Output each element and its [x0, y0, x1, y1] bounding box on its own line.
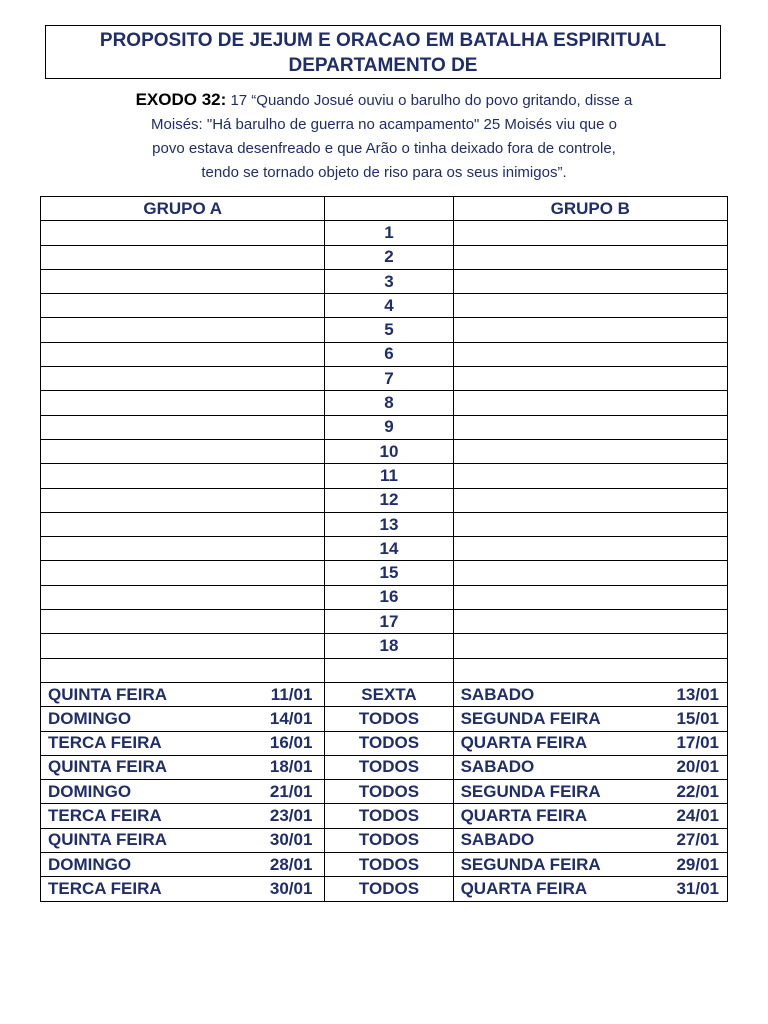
verse-block — [104, 88, 664, 185]
group-a-schedule — [41, 780, 325, 804]
group-b-cell — [453, 367, 727, 391]
group-a-date: 23/01 — [269, 806, 313, 826]
group-a-cell — [41, 221, 325, 245]
group-a-day: DOMINGO — [48, 708, 132, 728]
group-a-date: 21/01 — [269, 781, 313, 801]
group-b-day: SABADO — [460, 684, 535, 704]
group-b-date: 17/01 — [676, 733, 719, 753]
row-number: 15 — [325, 561, 453, 585]
row-number: 11 — [325, 464, 453, 488]
group-a-cell — [41, 342, 325, 366]
middle-label: TODOS — [325, 828, 453, 852]
group-a-cell — [41, 464, 325, 488]
middle-label: TODOS — [325, 780, 453, 804]
table-row — [41, 391, 728, 415]
schedule-row — [41, 853, 728, 877]
schedule-row — [41, 707, 728, 731]
row-number: 10 — [325, 439, 453, 463]
table-row — [41, 245, 728, 269]
group-a-cell — [41, 415, 325, 439]
row-number: 17 — [325, 610, 453, 634]
group-b-cell — [453, 488, 727, 512]
middle-label: SEXTA — [325, 682, 453, 706]
group-a-schedule — [41, 755, 325, 779]
empty-cell — [41, 658, 325, 682]
row-number: 1 — [325, 221, 453, 245]
schedule-row — [41, 731, 728, 755]
group-a-cell — [41, 294, 325, 318]
group-a-cell — [41, 391, 325, 415]
group-a-schedule — [41, 877, 325, 901]
table-row — [41, 318, 728, 342]
schedule-row — [41, 755, 728, 779]
group-a-date: 11/01 — [270, 684, 313, 704]
schedule-table — [40, 196, 728, 902]
group-b-cell — [453, 610, 727, 634]
group-b-schedule — [453, 682, 727, 706]
middle-label: TODOS — [325, 853, 453, 877]
page-title: PROPOSITO DE JEJUM E ORACAO EM BATALHA ESPIRITUAL — [99, 30, 667, 51]
row-number: 16 — [325, 585, 453, 609]
table-row-empty — [41, 658, 728, 682]
group-b-cell — [453, 585, 727, 609]
schedule-row — [41, 682, 728, 706]
group-b-day: SEGUNDA FEIRA — [460, 854, 601, 874]
group-a-schedule — [41, 828, 325, 852]
table-row — [41, 610, 728, 634]
table-row — [41, 634, 728, 658]
table-row — [41, 367, 728, 391]
header-group-a: GRUPO A — [41, 197, 325, 221]
group-b-day: SABADO — [460, 757, 535, 777]
group-b-schedule — [453, 804, 727, 828]
group-a-cell — [41, 245, 325, 269]
group-b-cell — [453, 415, 727, 439]
group-a-day: QUINTA FEIRA — [48, 684, 167, 704]
group-b-date: 24/01 — [676, 806, 719, 826]
group-a-date: 14/01 — [269, 708, 313, 728]
group-b-cell — [453, 269, 727, 293]
table-row — [41, 488, 728, 512]
group-b-cell — [453, 634, 727, 658]
group-b-day: SEGUNDA FEIRA — [460, 781, 601, 801]
schedule-row — [41, 877, 728, 901]
group-a-schedule — [41, 682, 325, 706]
middle-label: TODOS — [325, 877, 453, 901]
table-row — [41, 221, 728, 245]
group-b-date: 15/01 — [676, 708, 719, 728]
group-a-day: TERCA FEIRA — [48, 878, 162, 898]
group-b-cell — [453, 318, 727, 342]
group-a-date: 16/01 — [269, 733, 313, 753]
header-group-b: GRUPO B — [453, 197, 727, 221]
row-number: 2 — [325, 245, 453, 269]
table-row — [41, 439, 728, 463]
group-a-cell — [41, 318, 325, 342]
group-b-schedule — [453, 707, 727, 731]
row-number: 12 — [325, 488, 453, 512]
group-b-day: QUARTA FEIRA — [460, 806, 588, 826]
group-a-cell — [41, 269, 325, 293]
table-row — [41, 294, 728, 318]
group-a-cell — [41, 512, 325, 536]
group-b-date: 13/01 — [676, 684, 719, 704]
group-a-schedule — [41, 731, 325, 755]
verse-line-3: povo estava desenfreado e que Arão o tinha deixado fora de controle, — [152, 140, 616, 157]
schedule-row — [41, 804, 728, 828]
group-b-date: 20/01 — [676, 757, 719, 777]
row-number: 8 — [325, 391, 453, 415]
group-b-date: 27/01 — [676, 830, 719, 850]
group-b-schedule — [453, 755, 727, 779]
middle-label: TODOS — [325, 707, 453, 731]
group-b-cell — [453, 245, 727, 269]
table-row — [41, 464, 728, 488]
group-b-cell — [453, 512, 727, 536]
group-b-cell — [453, 391, 727, 415]
group-a-cell — [41, 585, 325, 609]
group-a-schedule — [41, 853, 325, 877]
title-box — [45, 25, 721, 79]
header-row — [41, 197, 728, 221]
group-a-cell — [41, 439, 325, 463]
page-subtitle: DEPARTAMENTO DE — [288, 55, 478, 76]
middle-label: TODOS — [325, 755, 453, 779]
group-a-cell — [41, 367, 325, 391]
table-row — [41, 269, 728, 293]
header-middle — [325, 197, 453, 221]
group-b-schedule — [453, 828, 727, 852]
group-a-cell — [41, 488, 325, 512]
group-a-schedule — [41, 707, 325, 731]
group-b-day: SABADO — [460, 830, 535, 850]
group-b-cell — [453, 342, 727, 366]
group-a-day: DOMINGO — [48, 781, 132, 801]
group-a-cell — [41, 634, 325, 658]
group-a-cell — [41, 610, 325, 634]
row-number: 5 — [325, 318, 453, 342]
group-b-schedule — [453, 780, 727, 804]
group-a-day: DOMINGO — [48, 854, 132, 874]
row-number: 7 — [325, 367, 453, 391]
group-a-date: 30/01 — [269, 830, 313, 850]
row-number: 4 — [325, 294, 453, 318]
row-number: 14 — [325, 537, 453, 561]
row-number: 3 — [325, 269, 453, 293]
group-a-day: QUINTA FEIRA — [48, 830, 167, 850]
group-a-date: 28/01 — [269, 854, 313, 874]
group-b-day: SEGUNDA FEIRA — [460, 708, 601, 728]
table-row — [41, 342, 728, 366]
group-a-date: 18/01 — [269, 757, 313, 777]
verse-reference: EXODO 32: — [135, 90, 227, 109]
middle-label: TODOS — [325, 731, 453, 755]
verse-line-2: Moisés: "Há barulho de guerra no acampamento" 25 Moisés viu que o — [151, 116, 617, 133]
group-b-cell — [453, 464, 727, 488]
table-row — [41, 415, 728, 439]
group-b-date: 31/01 — [676, 878, 719, 898]
table-row — [41, 585, 728, 609]
group-b-day: QUARTA FEIRA — [460, 878, 588, 898]
group-b-day: QUARTA FEIRA — [460, 733, 588, 753]
verse-line-1: EXODO 32: 17 “Quando Josué ouviu o barulho do povo gritando, disse a — [135, 90, 633, 109]
group-a-cell — [41, 537, 325, 561]
group-a-day: TERCA FEIRA — [48, 806, 162, 826]
group-a-cell — [41, 561, 325, 585]
group-b-cell — [453, 439, 727, 463]
row-number: 9 — [325, 415, 453, 439]
row-number: 13 — [325, 512, 453, 536]
group-b-cell — [453, 537, 727, 561]
row-number: 6 — [325, 342, 453, 366]
schedule-row — [41, 828, 728, 852]
empty-cell — [325, 658, 453, 682]
table-row — [41, 537, 728, 561]
group-b-schedule — [453, 853, 727, 877]
row-number: 18 — [325, 634, 453, 658]
group-b-date: 22/01 — [676, 781, 719, 801]
group-b-cell — [453, 221, 727, 245]
group-a-day: TERCA FEIRA — [48, 733, 162, 753]
group-b-schedule — [453, 877, 727, 901]
empty-cell — [453, 658, 727, 682]
group-a-day: QUINTA FEIRA — [48, 757, 167, 777]
middle-label: TODOS — [325, 804, 453, 828]
group-b-schedule — [453, 731, 727, 755]
table-row — [41, 561, 728, 585]
table-row — [41, 512, 728, 536]
schedule-row — [41, 780, 728, 804]
group-b-cell — [453, 294, 727, 318]
group-a-schedule — [41, 804, 325, 828]
group-a-date: 30/01 — [269, 878, 313, 898]
group-b-date: 29/01 — [676, 854, 719, 874]
verse-line-4: tendo se tornado objeto de riso para os seus inimigos”. — [201, 164, 567, 181]
group-b-cell — [453, 561, 727, 585]
